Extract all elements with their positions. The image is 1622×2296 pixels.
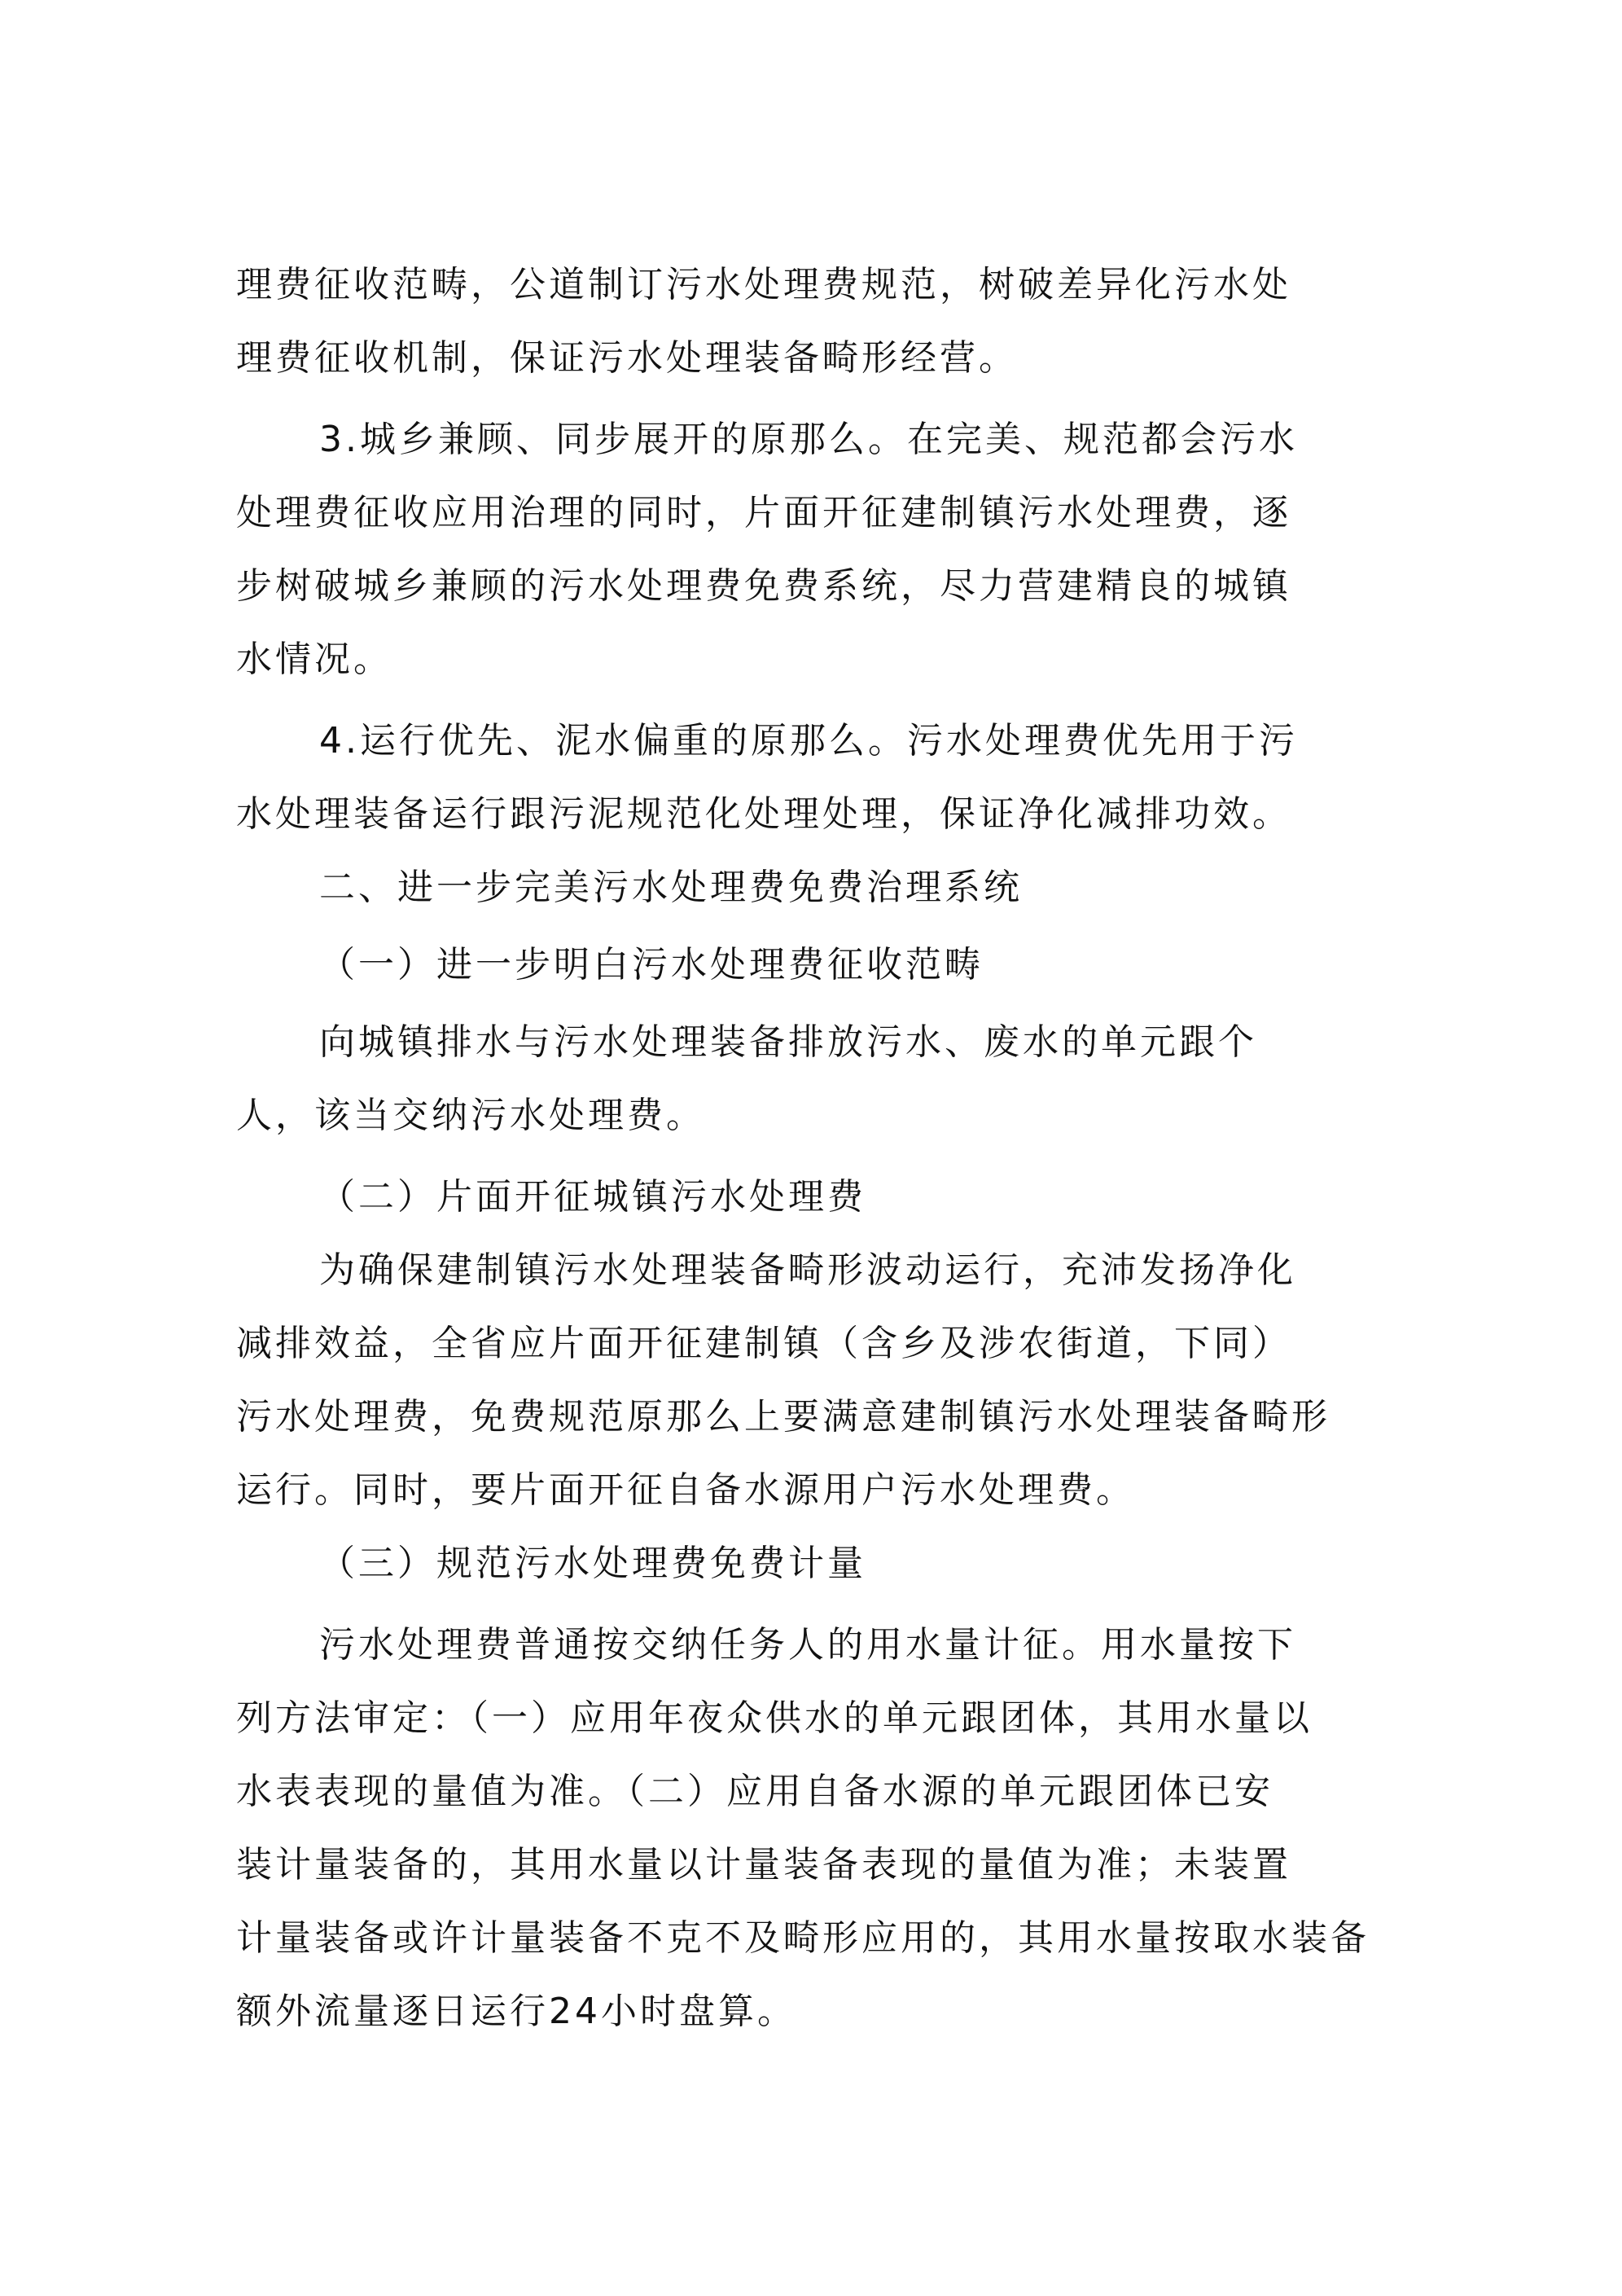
text-line: 列方法审定：（一）应用年夜众供水的单元跟团体，其用水量以 [236,1697,1313,1739]
subsection-heading: （二）片面开征城镇污水处理费 [319,1176,866,1218]
subsection-heading: （三）规范污水处理费免费计量 [319,1543,866,1584]
text-line: 装计量装备的，其用水量以计量装备表现的量值为准；未装置 [236,1844,1291,1886]
paragraph-start: 污水处理费普通按交纳任务人的用水量计征。用水量按下 [319,1624,1296,1666]
text-line: 污水处理费，免费规范原那么上要满意建制镇污水处理装备畸形 [236,1396,1330,1438]
text-line: 运行。同时，要片面开征自备水源用户污水处理费。 [236,1469,1135,1511]
text-line: 步树破城乡兼顾的污水处理费免费系统，尽力营建精良的城镇 [236,565,1291,607]
text-line: 处理费征收应用治理的同时，片面开征建制镇污水处理费，逐 [236,492,1291,533]
text-line: 计量装备或许计量装备不克不及畸形应用的，其用水量按取水装备 [236,1917,1370,1959]
paragraph-start: 3.城乡兼顾、同步展开的原那么。在完美、规范都会污水 [319,419,1298,460]
text-line: 理费征收机制，保证污水处理装备畸形经营。 [236,337,1018,379]
text-line: 理费征收范畴，公道制订污水处理费规范，树破差异化污水处 [236,264,1291,305]
section-heading: 二、进一步完美污水处理费免费治理系统 [319,867,1023,908]
text-line: 水表表现的量值为准。（二）应用自备水源的单元跟团体已安 [236,1771,1273,1812]
text-line: 水情况。 [236,639,392,680]
paragraph-start: 4.运行优先、泥水偏重的原那么。污水处理费优先用于污 [319,720,1298,762]
subsection-heading: （一）进一步明白污水处理费征收范畴 [319,944,984,986]
text-line: 减排效益，全省应片面开征建制镇（含乡及涉农街道，下同） [236,1323,1291,1364]
text-line: 水处理装备运行跟污泥规范化处理处理，保证净化减排功效。 [236,793,1291,835]
text-line: 额外流量逐日运行24小时盘算。 [236,1991,796,2032]
text-line: 人，该当交纳污水处理费。 [236,1095,705,1136]
paragraph-start: 向城镇排水与污水处理装备排放污水、废水的单元跟个 [319,1021,1257,1063]
paragraph-start: 为确保建制镇污水处理装备畸形波动运行，充沛发扬净化 [319,1249,1296,1291]
